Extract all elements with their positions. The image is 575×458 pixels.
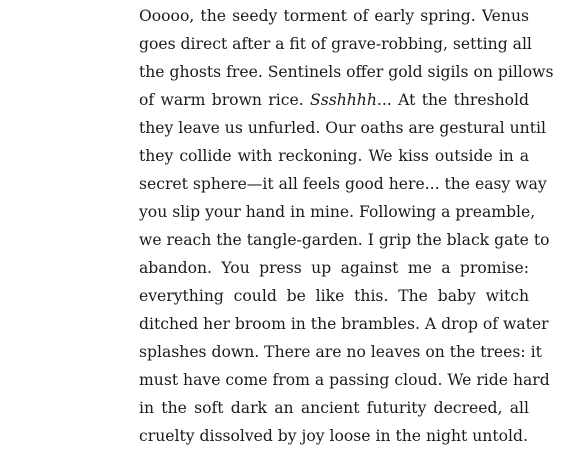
- text-line: everything could be like this. The baby witch: [139, 287, 529, 305]
- text-line: secret sphere—it all feels good here... the easy way: [139, 175, 547, 193]
- text-line: they leave us unfurled. Our oaths are gestural until: [139, 119, 546, 137]
- text-line: the ghosts free. Sentinels offer gold sigils on pillows: [139, 63, 554, 81]
- text-segment: ... At the threshold: [376, 91, 529, 109]
- text-line: they collide with reckoning. We kiss outside in a: [139, 147, 529, 165]
- prose-passage: [139, 2, 554, 450]
- text-line: must have come from a passing cloud. We ride hard: [139, 371, 550, 389]
- text-line: [139, 86, 529, 114]
- text-line: cruelty dissolved by joy loose in the night untold.: [139, 427, 528, 445]
- text-line: splashes down. There are no leaves on the trees: it: [139, 343, 542, 361]
- italic-text: Ssshhhh: [310, 91, 377, 109]
- text-line: Ooooo, the seedy torment of early spring. Venus: [139, 7, 529, 25]
- text-line: we reach the tangle-garden. I grip the black gate to: [139, 231, 550, 249]
- text-segment: of warm brown rice.: [139, 91, 311, 109]
- text-line: you slip your hand in mine. Following a preamble,: [139, 203, 536, 221]
- text-line: abandon. You press up against me a promise:: [139, 259, 529, 277]
- text-line: in the soft dark an ancient futurity decreed, all: [139, 399, 529, 417]
- text-line: ditched her broom in the brambles. A drop of water: [139, 315, 549, 333]
- text-line: goes direct after a fit of grave-robbing, setting all: [139, 35, 532, 53]
